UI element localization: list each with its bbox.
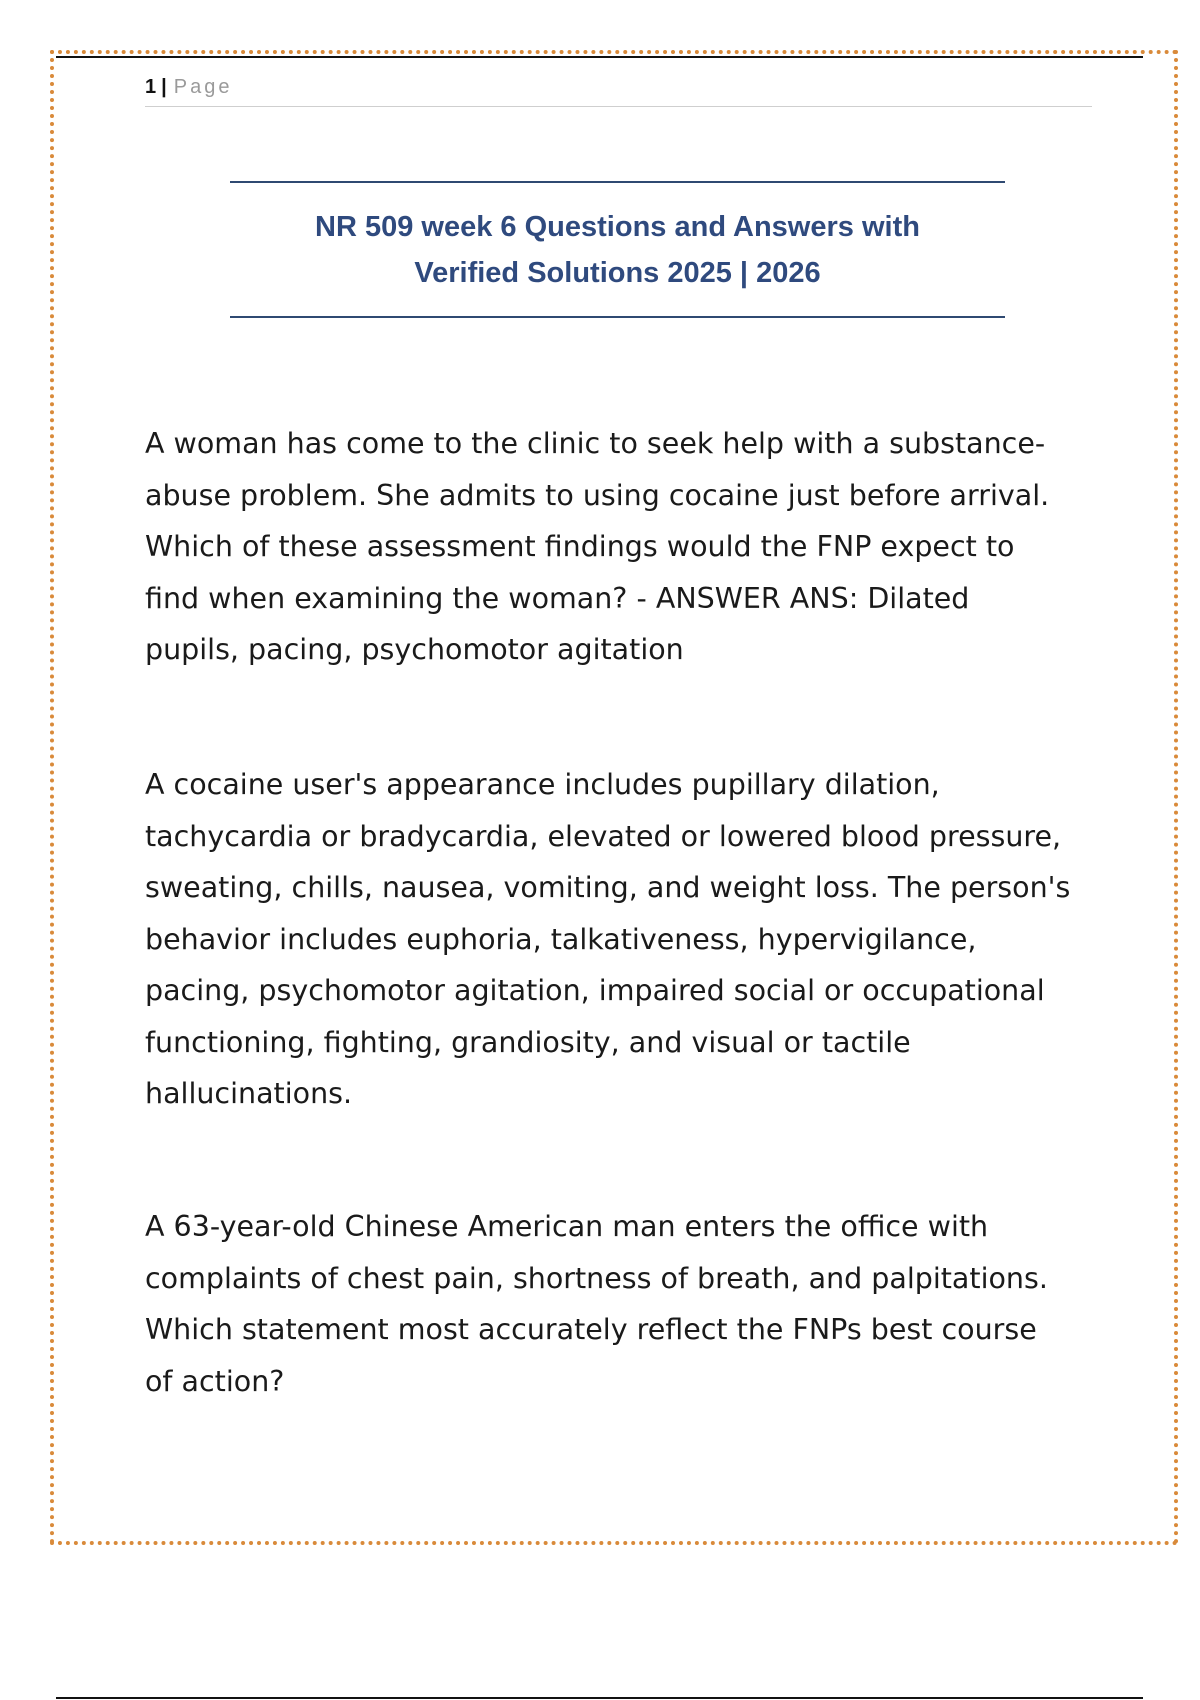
- document-title: [230, 204, 1005, 296]
- page-number: 1: [145, 76, 158, 98]
- paragraph-line: behavior includes euphoria, talkativeness, hypervigilance,: [145, 922, 977, 956]
- paragraph-line: A woman has come to the clinic to seek help with a substance-: [145, 427, 1046, 460]
- page-label: Page: [173, 76, 233, 98]
- paragraph-line: hallucinations.: [145, 1077, 353, 1110]
- top-rule: [56, 56, 1143, 58]
- title-rule-bottom: [230, 316, 1005, 318]
- paragraph-line: of action?: [145, 1364, 285, 1398]
- paragraph-line: find when examining the woman? - ANSWER ANS: Dilated: [145, 581, 970, 615]
- page-header: [145, 76, 232, 99]
- paragraph-line: A 63-year-old Chinese American man enters the office with: [145, 1210, 989, 1243]
- title-line-2: Verified Solutions 2025 | 2026: [414, 257, 821, 289]
- title-rule-top: [230, 181, 1005, 183]
- explanation-paragraph: [145, 759, 1105, 1120]
- paragraph-line: complaints of chest pain, shortness of breath, and palpitations.: [145, 1261, 1048, 1295]
- paragraph-line: Which statement most accurately reflect the FNPs best course: [145, 1313, 1037, 1346]
- paragraph-line: Which of these assessment findings would the FNP expect to: [145, 530, 1015, 563]
- paragraph-line: abuse problem. She admits to using cocaine just before arrival.: [145, 478, 1050, 512]
- bottom-rule: [56, 1697, 1143, 1699]
- title-line-1: NR 509 week 6 Questions and Answers with: [315, 211, 920, 243]
- page-separator: |: [161, 76, 168, 98]
- paragraph-line: pupils, pacing, psychomotor agitation: [145, 633, 684, 666]
- header-rule: [145, 106, 1092, 107]
- question-paragraph-2: [145, 1201, 1105, 1407]
- question-paragraph-1: [145, 418, 1105, 676]
- paragraph-line: pacing, psychomotor agitation, impaired social or occupational: [145, 974, 1045, 1007]
- paragraph-line: functioning, fighting, grandiosity, and visual or tactile: [145, 1025, 911, 1059]
- paragraph-line: tachycardia or bradycardia, elevated or lowered blood pressure,: [145, 819, 1062, 853]
- paragraph-line: A cocaine user's appearance includes pupillary dilation,: [145, 768, 940, 801]
- paragraph-line: sweating, chills, nausea, vomiting, and weight loss. The person's: [145, 871, 1071, 904]
